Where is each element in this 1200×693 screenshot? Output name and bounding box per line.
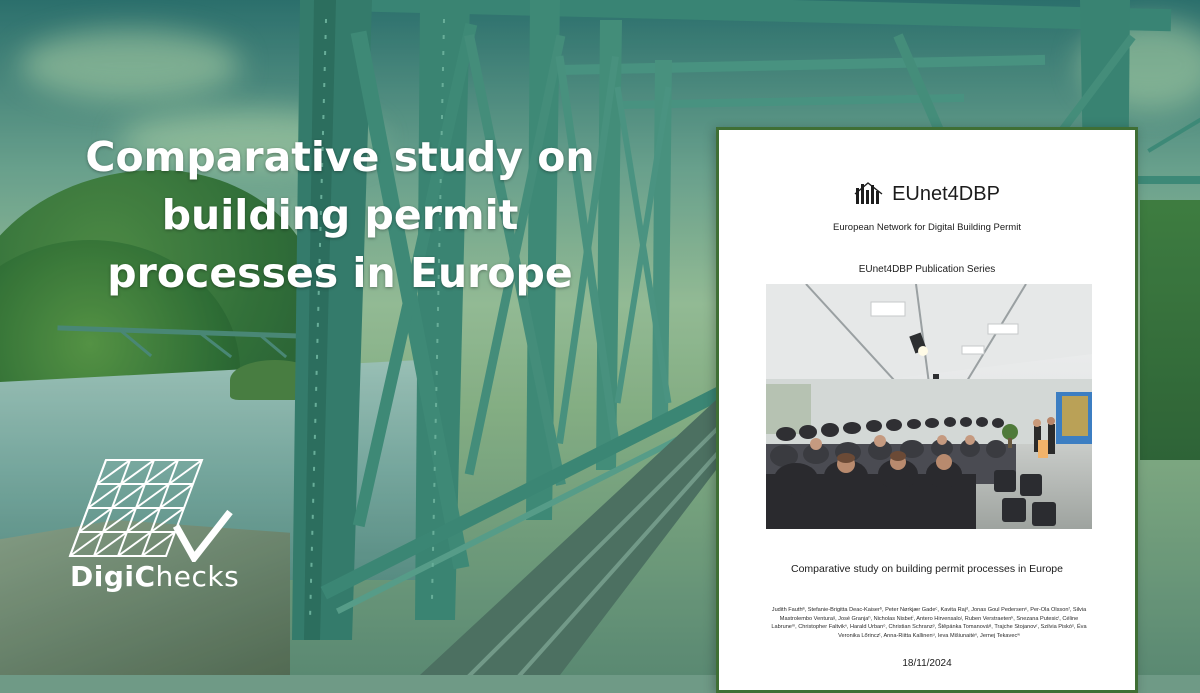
logo-text-checks-initial: C [134, 560, 156, 593]
headline: Comparative study on building permit processes in Europe [85, 133, 595, 297]
logo-text-checks-rest: hecks [155, 560, 240, 593]
conference-audience-photo [766, 284, 1092, 529]
publication-brand [719, 182, 1135, 206]
publication-authors: Judith Fauthª, Stefanie-Brigitta Deac-Kaiserᵇ, Peter Nørkjær Gadeᶜ, Kavita Rajᵈ, Jonas Goul Pedersenᵉ, Per-Ola Olssonᶠ, Silvia Mastrolembo Venturaᵍ, José Granjaʰ, Nicholas Nisbetⁱ, Antero Hirvensaloʲ, Ruben Verstraetenᵏ, Snezana Putesicˡ, Céline Labruneᵐ, Christopher Faltvikⁿ, Harald Urbanᵒ, Christian Schranzᵖ, Štěpánka Tomanováᵠ, Trajche Stojanovʳ, Szilvia Piskóˢ, Éva Veronika Lőrinczᵗ, Anna-Riitta Kallinenᵘ, Ieva Mišiunaitėᵛ, Jernej Tekavecʷ [771, 607, 1087, 639]
digichecks-grid-check-icon [62, 452, 252, 562]
publication-series: EUnet4DBP Publication Series [858, 264, 996, 275]
publication-brand-name: EUnet4DBP [892, 182, 1000, 205]
eunet4dbp-logo-icon [854, 182, 884, 206]
publication-subtitle: European Network for Digital Building Permit [833, 222, 1021, 233]
publication-title: Comparative study on building permit processes in Europe [791, 563, 1063, 575]
logo-text-digi: Digi [70, 560, 135, 593]
logo-text-checks [134, 560, 239, 593]
publication-date: 18/11/2024 [902, 658, 952, 669]
digichecks-wordmark [70, 560, 239, 593]
digichecks-logo [62, 452, 252, 602]
conference-audience-illustration [766, 284, 1092, 529]
publication-cover [716, 127, 1138, 693]
